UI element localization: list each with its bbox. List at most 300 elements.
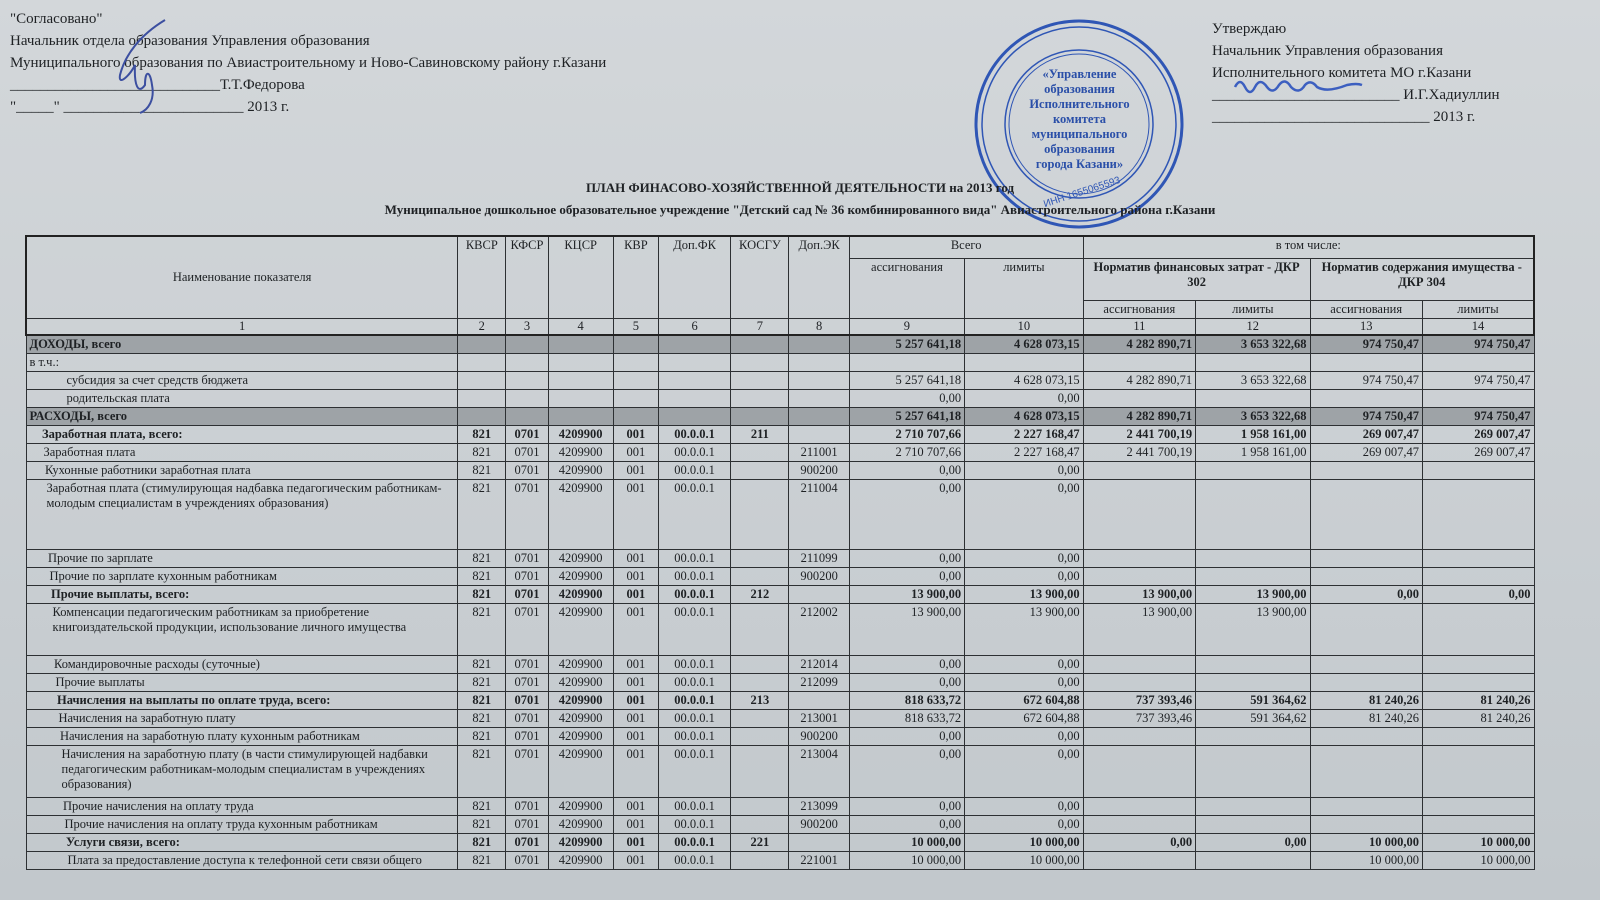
amount-cell xyxy=(1196,815,1310,833)
amount-cell: 13 900,00 xyxy=(1083,603,1195,655)
stamp-line: образования xyxy=(1044,142,1115,156)
code-cell: 221 xyxy=(731,833,789,851)
code-cell: 0701 xyxy=(506,673,548,691)
row-label: Начисления на заработную плату (в части стимулирующей надбавки педагогическим работникам-молодым специалистам в учреждениях образования) xyxy=(26,745,458,797)
code-cell xyxy=(789,425,849,443)
stamp-line: «Управление xyxy=(1042,67,1117,81)
code-cell xyxy=(613,371,658,389)
code-cell xyxy=(613,353,658,371)
stamp-line: муниципального xyxy=(1031,127,1128,141)
code-cell: 001 xyxy=(613,585,658,603)
code-cell: 4209900 xyxy=(548,479,613,549)
code-cell xyxy=(731,797,789,815)
amount-cell: 269 007,47 xyxy=(1422,443,1534,461)
amount-cell: 0,00 xyxy=(965,797,1083,815)
code-cell: 821 xyxy=(458,549,506,567)
row-label: родительская плата xyxy=(26,389,458,407)
amount-cell xyxy=(1422,479,1534,549)
amount-cell: 10 000,00 xyxy=(965,851,1083,869)
table-row xyxy=(26,585,1534,603)
amount-cell xyxy=(1310,727,1422,745)
code-cell xyxy=(731,673,789,691)
code-cell: 001 xyxy=(613,549,658,567)
table-row xyxy=(26,461,1534,479)
row-label: Начисления на выплаты по оплате труда, всего: xyxy=(26,691,458,709)
code-cell: 0701 xyxy=(506,851,548,869)
code-cell: 001 xyxy=(613,709,658,727)
code-cell xyxy=(731,567,789,585)
code-cell: 001 xyxy=(613,425,658,443)
header-304-limits: лимиты xyxy=(1422,300,1534,318)
amount-cell: 4 628 073,15 xyxy=(965,371,1083,389)
code-cell: 211004 xyxy=(789,479,849,549)
amount-cell: 0,00 xyxy=(849,727,964,745)
amount-cell xyxy=(965,353,1083,371)
amount-cell: 0,00 xyxy=(849,549,964,567)
code-cell xyxy=(731,461,789,479)
amount-cell: 2 441 700,19 xyxy=(1083,443,1195,461)
code-cell: 001 xyxy=(613,443,658,461)
table-row xyxy=(26,425,1534,443)
column-number: 4 xyxy=(548,318,613,335)
amount-cell: 0,00 xyxy=(849,461,964,479)
amount-cell xyxy=(1310,389,1422,407)
amount-cell xyxy=(1196,479,1310,549)
amount-cell xyxy=(1083,655,1195,673)
amount-cell xyxy=(1422,389,1534,407)
document-subtitle: Муниципальное дошкольное образовательное учреждение "Детский сад № 36 комбинированного вида" Авиастроительного района г.Казани xyxy=(384,202,1216,217)
row-label: РАСХОДЫ, всего xyxy=(26,407,458,425)
code-cell: 821 xyxy=(458,603,506,655)
code-cell: 4209900 xyxy=(548,833,613,851)
amount-cell xyxy=(1196,655,1310,673)
amount-cell: 13 900,00 xyxy=(849,603,964,655)
code-cell: 0701 xyxy=(506,567,548,585)
code-cell xyxy=(548,335,613,354)
code-cell: 001 xyxy=(613,603,658,655)
amount-cell xyxy=(1310,549,1422,567)
code-cell xyxy=(548,353,613,371)
code-cell: 4209900 xyxy=(548,443,613,461)
code-cell: 4209900 xyxy=(548,745,613,797)
amount-cell: 974 750,47 xyxy=(1422,407,1534,425)
header-kvr: КВР xyxy=(613,236,658,318)
amount-cell xyxy=(1196,461,1310,479)
code-cell: 00.0.0.1 xyxy=(658,549,730,567)
row-label: Начисления на заработную плату xyxy=(26,709,458,727)
code-cell xyxy=(789,335,849,354)
code-cell: 0701 xyxy=(506,815,548,833)
table-row xyxy=(26,727,1534,745)
code-cell: 821 xyxy=(458,673,506,691)
table-row xyxy=(26,815,1534,833)
row-label: Начисления на заработную плату кухонным работникам xyxy=(26,727,458,745)
amount-cell: 13 900,00 xyxy=(1083,585,1195,603)
stamp-line: города Казани» xyxy=(1035,157,1124,171)
amount-cell: 4 628 073,15 xyxy=(965,335,1083,354)
code-cell xyxy=(506,335,548,354)
amount-cell: 0,00 xyxy=(965,727,1083,745)
code-cell xyxy=(548,407,613,425)
amount-cell: 10 000,00 xyxy=(849,833,964,851)
amount-cell: 0,00 xyxy=(965,815,1083,833)
stamp-inn: ИНН 1655065593 xyxy=(1042,174,1122,211)
amount-cell xyxy=(1422,655,1534,673)
amount-cell: 269 007,47 xyxy=(1422,425,1534,443)
header-kcsr: КЦСР xyxy=(548,236,613,318)
amount-cell: 0,00 xyxy=(965,479,1083,549)
code-cell: 4209900 xyxy=(548,461,613,479)
header-including: в том числе: xyxy=(1083,236,1534,258)
table-row xyxy=(26,389,1534,407)
amount-cell xyxy=(1310,353,1422,371)
header-kfsr: КФСР xyxy=(506,236,548,318)
approval-right-signatory: _________________________ И.Г.Хадиуллин xyxy=(1212,87,1500,103)
amount-cell: 0,00 xyxy=(849,567,964,585)
amount-cell: 13 900,00 xyxy=(965,585,1083,603)
row-label: Заработная плата, всего: xyxy=(26,425,458,443)
amount-cell xyxy=(1083,815,1195,833)
row-label: Прочие начисления на оплату труда xyxy=(26,797,458,815)
code-cell xyxy=(731,407,789,425)
signature-left-icon xyxy=(90,15,180,115)
amount-cell xyxy=(1196,727,1310,745)
amount-cell: 0,00 xyxy=(965,461,1083,479)
code-cell: 00.0.0.1 xyxy=(658,461,730,479)
amount-cell: 737 393,46 xyxy=(1083,691,1195,709)
table-row xyxy=(26,567,1534,585)
code-cell: 001 xyxy=(613,815,658,833)
amount-cell: 1 958 161,00 xyxy=(1196,443,1310,461)
column-number: 2 xyxy=(458,318,506,335)
code-cell xyxy=(731,371,789,389)
code-cell xyxy=(731,709,789,727)
code-cell: 213 xyxy=(731,691,789,709)
amount-cell: 81 240,26 xyxy=(1422,709,1534,727)
amount-cell: 3 653 322,68 xyxy=(1196,335,1310,354)
amount-cell: 13 900,00 xyxy=(1196,585,1310,603)
code-cell: 211 xyxy=(731,425,789,443)
amount-cell: 818 633,72 xyxy=(849,709,964,727)
code-cell: 821 xyxy=(458,443,506,461)
amount-cell: 591 364,62 xyxy=(1196,709,1310,727)
code-cell: 00.0.0.1 xyxy=(658,425,730,443)
row-label: субсидия за счет средств бюджета xyxy=(26,371,458,389)
amount-cell xyxy=(1310,461,1422,479)
code-cell xyxy=(458,353,506,371)
column-number: 11 xyxy=(1083,318,1195,335)
amount-cell xyxy=(1310,603,1422,655)
table-row xyxy=(26,797,1534,815)
table-row xyxy=(26,745,1534,797)
header-total-assign: ассигнования xyxy=(849,258,964,318)
approval-left-organization: Муниципального образования по Авиастроительному и Ново-Савиновскому району г.Казани xyxy=(10,55,607,71)
amount-cell xyxy=(1083,797,1195,815)
amount-cell xyxy=(1196,745,1310,797)
amount-cell: 13 900,00 xyxy=(1196,603,1310,655)
amount-cell: 13 900,00 xyxy=(849,585,964,603)
amount-cell: 0,00 xyxy=(849,797,964,815)
code-cell: 821 xyxy=(458,691,506,709)
code-cell: 0701 xyxy=(506,425,548,443)
code-cell: 001 xyxy=(613,691,658,709)
row-label: ДОХОДЫ, всего xyxy=(26,335,458,354)
amount-cell: 81 240,26 xyxy=(1310,691,1422,709)
table-row xyxy=(26,549,1534,567)
amount-cell: 0,00 xyxy=(965,567,1083,585)
code-cell xyxy=(789,691,849,709)
amount-cell: 2 441 700,19 xyxy=(1083,425,1195,443)
code-cell xyxy=(613,407,658,425)
code-cell xyxy=(731,603,789,655)
code-cell xyxy=(506,407,548,425)
code-cell: 0701 xyxy=(506,709,548,727)
amount-cell xyxy=(1196,673,1310,691)
amount-cell: 0,00 xyxy=(965,549,1083,567)
code-cell xyxy=(789,585,849,603)
stamp-line: комитета xyxy=(1053,112,1106,126)
code-cell xyxy=(789,407,849,425)
amount-cell: 4 282 890,71 xyxy=(1083,407,1195,425)
amount-cell: 0,00 xyxy=(965,389,1083,407)
row-label: Прочие выплаты, всего: xyxy=(26,585,458,603)
amount-cell xyxy=(1196,567,1310,585)
code-cell: 00.0.0.1 xyxy=(658,691,730,709)
amount-cell: 3 653 322,68 xyxy=(1196,371,1310,389)
code-cell: 211099 xyxy=(789,549,849,567)
amount-cell: 2 710 707,66 xyxy=(849,443,964,461)
code-cell: 900200 xyxy=(789,461,849,479)
code-cell: 900200 xyxy=(789,567,849,585)
amount-cell xyxy=(1083,479,1195,549)
code-cell: 4209900 xyxy=(548,709,613,727)
amount-cell: 10 000,00 xyxy=(849,851,964,869)
header-total-limits: лимиты xyxy=(965,258,1083,318)
code-cell xyxy=(789,353,849,371)
amount-cell: 0,00 xyxy=(1083,833,1195,851)
amount-cell: 974 750,47 xyxy=(1422,371,1534,389)
amount-cell xyxy=(1422,745,1534,797)
amount-cell xyxy=(1196,851,1310,869)
code-cell: 001 xyxy=(613,479,658,549)
code-cell: 001 xyxy=(613,833,658,851)
code-cell: 4209900 xyxy=(548,425,613,443)
code-cell: 00.0.0.1 xyxy=(658,709,730,727)
column-number: 7 xyxy=(731,318,789,335)
code-cell: 001 xyxy=(613,851,658,869)
amount-cell: 672 604,88 xyxy=(965,709,1083,727)
code-cell xyxy=(548,371,613,389)
column-number: 12 xyxy=(1196,318,1310,335)
amount-cell xyxy=(1310,567,1422,585)
amount-cell: 4 282 890,71 xyxy=(1083,335,1195,354)
code-cell: 0701 xyxy=(506,443,548,461)
code-cell: 821 xyxy=(458,479,506,549)
amount-cell: 10 000,00 xyxy=(1422,833,1534,851)
code-cell: 0701 xyxy=(506,585,548,603)
code-cell: 00.0.0.1 xyxy=(658,567,730,585)
amount-cell xyxy=(1310,815,1422,833)
amount-cell xyxy=(1422,567,1534,585)
amount-cell: 5 257 641,18 xyxy=(849,371,964,389)
code-cell xyxy=(731,353,789,371)
table-row xyxy=(26,833,1534,851)
amount-cell: 2 227 168,47 xyxy=(965,425,1083,443)
code-cell: 4209900 xyxy=(548,797,613,815)
code-cell: 00.0.0.1 xyxy=(658,815,730,833)
code-cell: 821 xyxy=(458,797,506,815)
code-cell: 821 xyxy=(458,585,506,603)
code-cell: 4209900 xyxy=(548,585,613,603)
code-cell: 00.0.0.1 xyxy=(658,727,730,745)
document-title: ПЛАН ФИНАСОВО-ХОЗЯЙСТВЕННОЙ ДЕЯТЕЛЬНОСТИ на 2013 год xyxy=(585,180,1015,195)
approval-left-signatory: ____________________________Т.Т.Федорова xyxy=(10,77,305,93)
column-number: 13 xyxy=(1310,318,1422,335)
code-cell: 0701 xyxy=(506,479,548,549)
code-cell xyxy=(458,371,506,389)
row-label: Компенсации педагогическим работникам за приобретение книгоиздательской продукции, использование личного имущества xyxy=(26,603,458,655)
code-cell xyxy=(731,443,789,461)
code-cell: 4209900 xyxy=(548,851,613,869)
financial-plan-table xyxy=(25,235,1535,870)
amount-cell xyxy=(1422,673,1534,691)
amount-cell: 81 240,26 xyxy=(1310,709,1422,727)
amount-cell: 0,00 xyxy=(965,655,1083,673)
code-cell: 821 xyxy=(458,815,506,833)
amount-cell xyxy=(1196,797,1310,815)
column-number: 14 xyxy=(1422,318,1534,335)
code-cell: 0701 xyxy=(506,549,548,567)
row-label: Прочие выплаты xyxy=(26,673,458,691)
column-number: 6 xyxy=(658,318,730,335)
code-cell xyxy=(731,851,789,869)
code-cell xyxy=(458,407,506,425)
code-cell xyxy=(613,335,658,354)
header-dopfk: Доп.ФК xyxy=(658,236,730,318)
code-cell: 00.0.0.1 xyxy=(658,833,730,851)
table-row xyxy=(26,371,1534,389)
row-label: в т.ч.: xyxy=(26,353,458,371)
row-label: Прочие по зарплате кухонным работникам xyxy=(26,567,458,585)
code-cell: 821 xyxy=(458,655,506,673)
stamp-line: образования xyxy=(1044,82,1115,96)
code-cell: 212014 xyxy=(789,655,849,673)
table-row xyxy=(26,353,1534,371)
table-row xyxy=(26,851,1534,869)
amount-cell: 0,00 xyxy=(1310,585,1422,603)
header-kosgu: КОСГУ xyxy=(731,236,789,318)
code-cell: 0701 xyxy=(506,603,548,655)
amount-cell: 974 750,47 xyxy=(1422,335,1534,354)
amount-cell: 4 628 073,15 xyxy=(965,407,1083,425)
amount-cell xyxy=(1083,353,1195,371)
code-cell: 821 xyxy=(458,833,506,851)
amount-cell: 0,00 xyxy=(849,389,964,407)
code-cell: 00.0.0.1 xyxy=(658,655,730,673)
amount-cell xyxy=(1196,549,1310,567)
amount-cell xyxy=(1422,727,1534,745)
table-row xyxy=(26,655,1534,673)
column-number: 8 xyxy=(789,318,849,335)
column-number: 9 xyxy=(849,318,964,335)
table-row xyxy=(26,443,1534,461)
row-label: Прочие по зарплате xyxy=(26,549,458,567)
table-row xyxy=(26,709,1534,727)
code-cell: 0701 xyxy=(506,655,548,673)
amount-cell: 974 750,47 xyxy=(1310,407,1422,425)
code-cell: 001 xyxy=(613,655,658,673)
amount-cell: 2 710 707,66 xyxy=(849,425,964,443)
code-cell: 4209900 xyxy=(548,673,613,691)
code-cell xyxy=(658,407,730,425)
code-cell xyxy=(613,389,658,407)
stamp-line: Исполнительного xyxy=(1029,97,1130,111)
code-cell: 001 xyxy=(613,673,658,691)
code-cell: 221001 xyxy=(789,851,849,869)
amount-cell: 0,00 xyxy=(849,479,964,549)
amount-cell: 10 000,00 xyxy=(1422,851,1534,869)
code-cell xyxy=(458,389,506,407)
code-cell: 821 xyxy=(458,727,506,745)
code-cell xyxy=(506,371,548,389)
code-cell xyxy=(731,745,789,797)
amount-cell: 0,00 xyxy=(849,655,964,673)
column-number: 5 xyxy=(613,318,658,335)
row-label: Командировочные расходы (суточные) xyxy=(26,655,458,673)
code-cell: 00.0.0.1 xyxy=(658,603,730,655)
code-cell: 00.0.0.1 xyxy=(658,443,730,461)
column-number: 3 xyxy=(506,318,548,335)
approval-left-date: "_____" ________________________ 2013 г. xyxy=(10,99,290,115)
code-cell xyxy=(731,549,789,567)
amount-cell: 0,00 xyxy=(849,673,964,691)
amount-cell xyxy=(849,353,964,371)
code-cell xyxy=(789,833,849,851)
amount-cell xyxy=(1083,745,1195,797)
code-cell: 4209900 xyxy=(548,727,613,745)
amount-cell: 2 227 168,47 xyxy=(965,443,1083,461)
code-cell: 001 xyxy=(613,745,658,797)
amount-cell xyxy=(1310,655,1422,673)
code-cell: 211001 xyxy=(789,443,849,461)
code-cell: 00.0.0.1 xyxy=(658,745,730,797)
amount-cell: 974 750,47 xyxy=(1310,335,1422,354)
amount-cell xyxy=(1083,673,1195,691)
code-cell: 00.0.0.1 xyxy=(658,797,730,815)
code-cell: 821 xyxy=(458,745,506,797)
code-cell: 4209900 xyxy=(548,655,613,673)
column-number: 1 xyxy=(26,318,458,335)
code-cell: 212 xyxy=(731,585,789,603)
header-302-assign: ассигнования xyxy=(1083,300,1195,318)
code-cell xyxy=(731,479,789,549)
header-302-limits: лимиты xyxy=(1196,300,1310,318)
header-dkr302: Норматив финансовых затрат - ДКР 302 xyxy=(1083,258,1310,300)
amount-cell xyxy=(1083,727,1195,745)
code-cell: 00.0.0.1 xyxy=(658,585,730,603)
code-cell: 0701 xyxy=(506,745,548,797)
amount-cell: 0,00 xyxy=(1422,585,1534,603)
amount-cell: 0,00 xyxy=(1196,833,1310,851)
amount-cell xyxy=(1196,389,1310,407)
amount-cell: 3 653 322,68 xyxy=(1196,407,1310,425)
column-number: 10 xyxy=(965,318,1083,335)
code-cell: 0701 xyxy=(506,461,548,479)
amount-cell xyxy=(1083,549,1195,567)
code-cell: 4209900 xyxy=(548,603,613,655)
code-cell: 4209900 xyxy=(548,549,613,567)
amount-cell xyxy=(1422,549,1534,567)
